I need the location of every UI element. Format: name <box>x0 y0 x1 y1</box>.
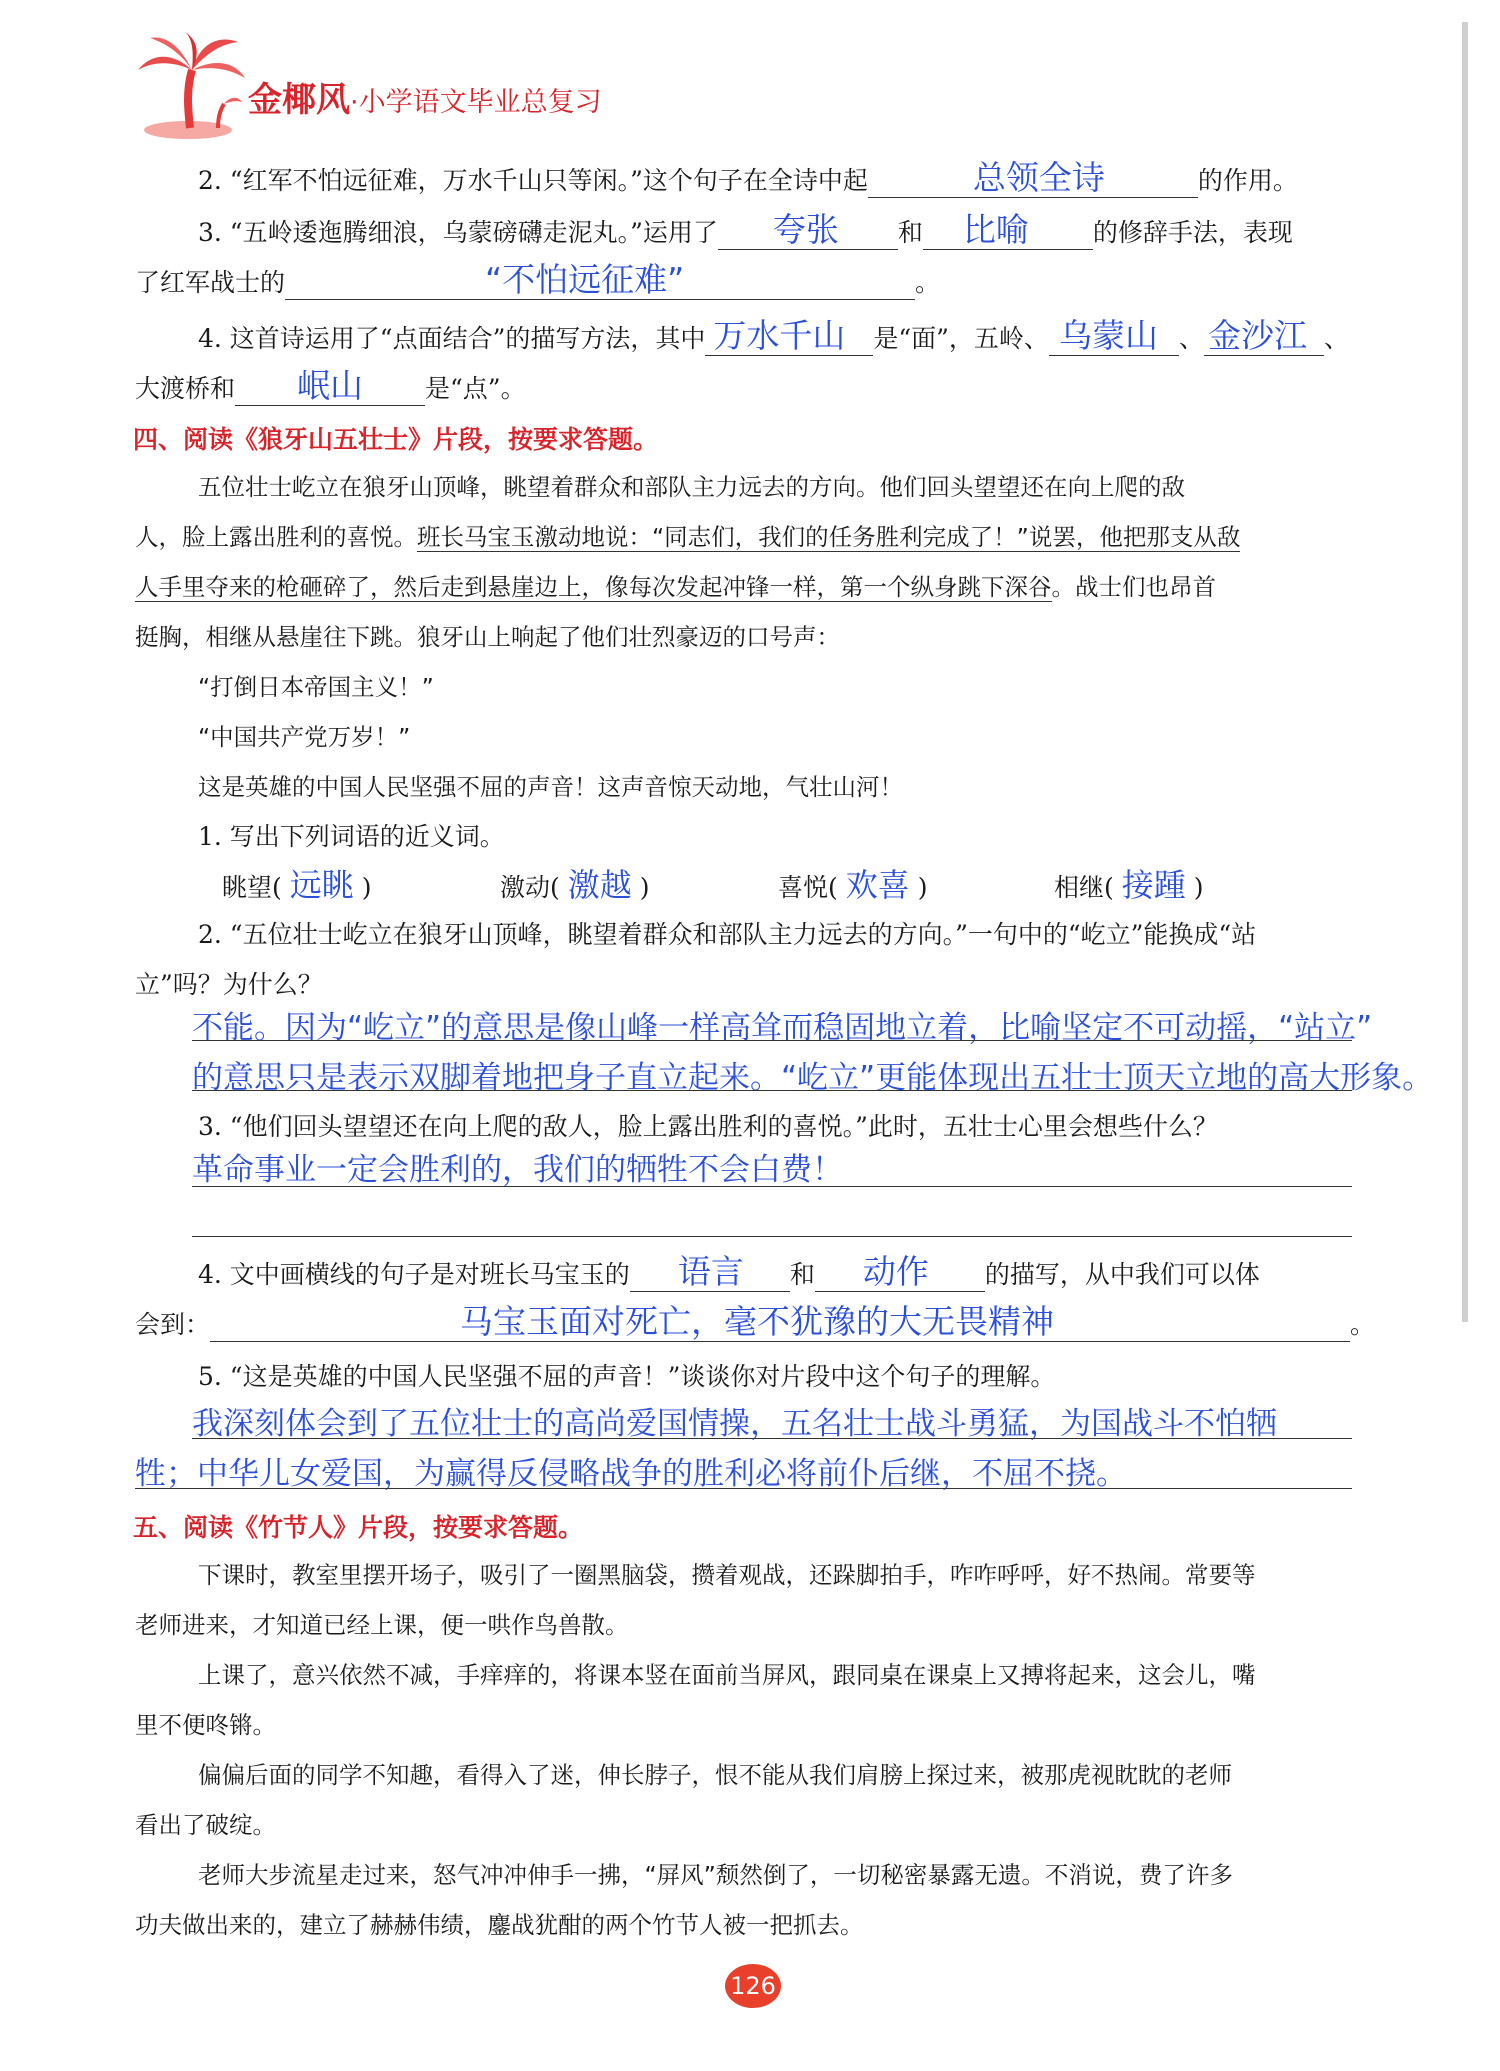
p4-q5-answer-2: 牲；中华儿女爱国，为赢得反侵略战争的胜利必将前仆后继，不屈不挠。 <box>135 1456 1127 1492</box>
p3-q2: 2. “红军不怕远征难，万水千山只等闲。”这个句子在全诗中起 总领全诗 的作用。 <box>198 158 1298 197</box>
section-5-title: 五、阅读《竹节人》片段，按要求答题。 <box>133 1513 584 1542</box>
p5-para2-l1: 上课了，意兴依然不减，手痒痒的，将课本竖在面前当屏风，跟同桌在课桌上又搏将起来，这会儿，嘴 <box>198 1661 1256 1689</box>
p4-q2-l1: 2. “五位壮士屹立在狼牙山顶峰，眺望着群众和部队主力远去的方向。”一句中的“屹立”能换成“站 <box>198 920 1257 949</box>
brand-title: 金椰风·小学语文毕业总复习 <box>248 80 602 120</box>
p3-q4: 4. 这首诗运用了“点面结合”的描写方法，其中 万水千山 是“面”，五岭、 乌蒙山 、 金沙江 、 <box>198 316 1349 355</box>
palm-tree-logo-icon <box>130 30 250 140</box>
answer-rule <box>192 1438 1352 1439</box>
scan-edge <box>1462 22 1468 1322</box>
p4-q4: 4. 文中画横线的句子是对班长马宝玉的 语言 和 动作 的描写，从中我们可以体 <box>198 1252 1260 1291</box>
p4-q5: 5. “这是英雄的中国人民坚强不屈的声音！”谈谈你对片段中这个句子的理解。 <box>198 1362 1056 1391</box>
p4-slogan2: “中国共产党万岁！” <box>198 723 411 751</box>
syn-item: 喜悦( 欢喜 ) <box>778 866 928 904</box>
p5-para3-l2: 看出了破绽。 <box>135 1811 276 1839</box>
p3-q4-line2: 大渡桥和 岷山 是“点”。 <box>135 366 526 405</box>
p4-q1: 1. 写出下列词语的近义词。 <box>198 822 505 851</box>
p5-para1-l2: 老师进来，才知道已经上课，便一哄作鸟兽散。 <box>135 1611 629 1639</box>
p4-q2-answer-2: 的意思只是表示双脚着地把身子直立起来。“屹立”更能体现出五壮士顶天立地的高大形象。 <box>192 1060 1434 1096</box>
answer-rule <box>192 1090 1352 1091</box>
answer-rule <box>192 1186 1352 1187</box>
p5-para1-l1: 下课时，教室里摆开场子，吸引了一圈黑脑袋，攒着观战，还跺脚拍手，咋咋呼呼，好不热闹。常要等 <box>198 1561 1256 1589</box>
answer-rule <box>135 1488 1352 1489</box>
p5-para4-l2: 功夫做出来的，建立了赫赫伟绩，鏖战犹酣的两个竹节人被一把抓去。 <box>135 1911 864 1939</box>
p5-para2-l2: 里不便咚锵。 <box>135 1711 276 1739</box>
p5-para4-l1: 老师大步流星走过来，怒气冲冲伸手一拂，“屏风”颓然倒了，一切秘密暴露无遗。不消说，费了许多 <box>198 1861 1233 1889</box>
p4-q3: 3. “他们回头望望还在向上爬的敌人，脸上露出胜利的喜悦。”此时，五壮士心里会想些什么？ <box>198 1112 1218 1141</box>
p4-q2-l2: 立”吗？为什么？ <box>135 970 323 999</box>
p4-q5-answer-1: 我深刻体会到了五位壮士的高尚爱国情操，五名壮士战斗勇猛，为国战斗不怕牺 <box>192 1406 1277 1442</box>
syn-item: 激动( 激越 ) <box>500 866 650 904</box>
p3-q3-line2: 了红军战士的 “不怕远征难” 。 <box>135 260 941 299</box>
page-number: 126 <box>725 1964 781 2008</box>
answer-rule <box>192 1236 1352 1237</box>
p4-para1-l4: 挺胸，相继从悬崖往下跳。狼牙山上响起了他们壮烈豪迈的口号声： <box>135 623 840 651</box>
p4-para1-l2: 人，脸上露出胜利的喜悦。班长马宝玉激动地说：“同志们，我们的任务胜利完成了！”说罢，他把那支从敌 <box>135 523 1241 551</box>
syn-item: 相继( 接踵 ) <box>1054 866 1204 904</box>
syn-item: 眺望( 远眺 ) <box>222 866 372 904</box>
p4-slogan1: “打倒日本帝国主义！” <box>198 673 434 701</box>
section-4-title: 四、阅读《狼牙山五壮士》片段，按要求答题。 <box>133 425 659 454</box>
p4-para1-l1: 五位壮士屹立在狼牙山顶峰，眺望着群众和部队主力远去的方向。他们回头望望还在向上爬的敌 <box>198 473 1185 501</box>
p4-last-para: 这是英雄的中国人民坚强不屈的声音！这声音惊天动地，气壮山河！ <box>198 773 903 801</box>
p4-q3-answer: 革命事业一定会胜利的，我们的牺牲不会白费！ <box>192 1152 843 1188</box>
p4-para1-l3: 人手里夺来的枪砸碎了，然后走到悬崖边上，像每次发起冲锋一样，第一个纵身跳下深谷。战士们也昂首 <box>135 573 1216 601</box>
answer-rule <box>192 1040 1352 1041</box>
p5-para3-l1: 偏偏后面的同学不知趣，看得入了迷，伸长脖子，恨不能从我们肩膀上探过来，被那虎视眈眈的老师 <box>198 1761 1232 1789</box>
p4-q2-answer-1: 不能。因为“屹立”的意思是像山峰一样高耸而稳固地立着，比喻坚定不可动摇，“站立” <box>192 1010 1373 1046</box>
p4-q4-line2: 会到： 马宝玉面对死亡，毫不犹豫的大无畏精神 。 <box>135 1302 1376 1341</box>
page-header <box>130 30 830 140</box>
p3-q3: 3. “五岭逶迤腾细浪，乌蒙磅礴走泥丸。”运用了 夸张 和 比喻 的修辞手法，表现 <box>198 210 1293 249</box>
